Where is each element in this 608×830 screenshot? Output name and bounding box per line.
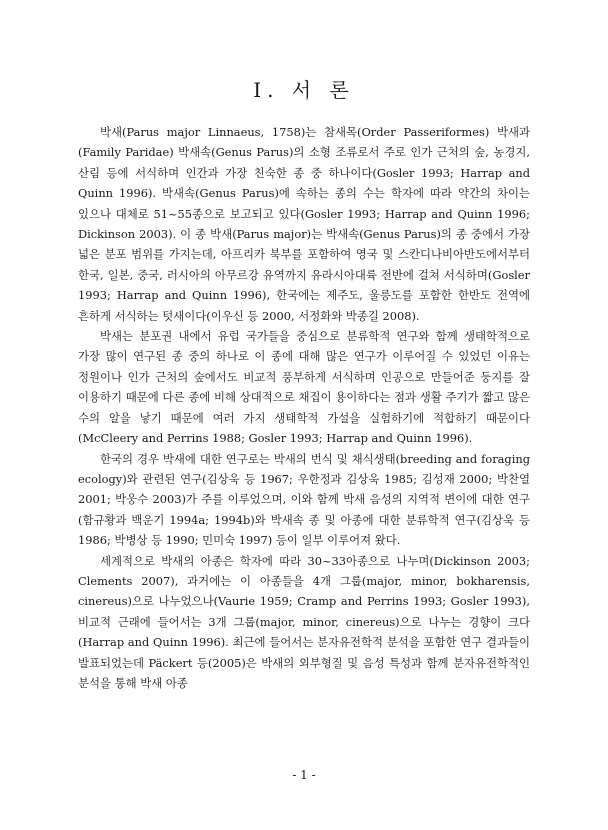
body-text xyxy=(78,122,530,693)
section-title: Ⅰ. 서 론 xyxy=(253,78,355,102)
paragraph: 세계적으로 박새의 아종은 학자에 따라 30~33아종으로 나누며(Dickinson 2003; Clements 2007), 과거에는 이 아종들을 4개 그룹(major, minor, bokharensis, cinereus)으로 나누었으나(Vaurie 1959; Cramp and Perrins 1993; Gosler 1993), 비교적 근래에 들어서는 3개 그룹(major, minor, cinereus)으로 나누는 경향이 크다(Harrap and Quinn 1996). 최근에 들어서는 분자유전학적 분석을 포함한 연구 결과들이 발표되었는데 Päckert 등(2005)은 박새의 외부형질 및 음성 특성과 함께 분자유전학적인 분석을 통해 박새 아종 xyxy=(78,553,530,690)
page-number: - 1 - xyxy=(292,768,316,782)
paragraph: 박새는 분포권 내에서 유럽 국가들을 중심으로 분류학적 연구와 함께 생태학적으로 가장 많이 연구된 종 중의 하나로 이 종에 대해 많은 연구가 이루어질 수 있었던 이유는 정원이나 인가 근처의 숲에서도 비교적 풍부하게 서식하며 인공으로 만들어준 둥지를 잘 이용하기 때문에 다른 종에 비해 상대적으로 채집이 용이하다는 점과 생활 주기가 짧고 많은 수의 알을 낳기 때문에 여러 가지 생태학적 가설을 실험하기에 적합하기 때문이다(McCleery and Perrins 1988; Gosler 1993; Harrap and Quinn 1996). xyxy=(78,329,530,446)
paragraph: 한국의 경우 박새에 대한 연구로는 박새의 번식 및 채식생태(breeding and foraging ecology)와 관련된 연구(김상욱 등 1967; 우한정과 김상욱 1985; 김성재 2000; 박찬열 2001; 박웅수 2003)가 주를 이루었으며, 이와 함께 박새 음성의 지역적 변이에 대한 연구(함규황과 백운기 1994a; 1994b)와 박새속 종 및 아종에 대한 분류학적 연구(김상욱 등 1986; 박병상 등 1990; 민미숙 1997) 등이 일부 이루어져 왔다. xyxy=(78,451,530,548)
paragraph: 박새(Parus major Linnaeus, 1758)는 참새목(Order Passeriformes) 박새과(Family Paridae) 박새속(Genus Parus)의 소형 조류로서 주로 인가 근처의 숲, 농경지, 산림 등에 서식하며 인간과 가장 친숙한 종 중 하나이다(Gosler 1993; Harrap and Quinn 1996). 박새속(Genus Parus)에 속하는 종의 수는 학자에 따라 약간의 차이는 있으나 대체로 51~55종으로 보고되고 있다(Gosler 1993; Harrap and Quinn 1996; Dickinson 2003). 이 종 박새(Parus major)는 박새속(Genus Parus)의 종 중에서 가장 넓은 분포 범위를 가지는데, 아프리카 북부를 포함하여 영국 및 스칸디나비아반도에서부터 한국, 일본, 중국, 러시아의 아무르강 유역까지 유라시아대륙 전반에 걸쳐 서식하며(Gosler 1993; Harrap and Quinn 1996), 한국에는 제주도, 울릉도를 포함한 한반도 전역에 흔하게 서식하는 텃새이다(이우신 등 2000, 서정화와 박종길 2008). xyxy=(78,125,530,323)
